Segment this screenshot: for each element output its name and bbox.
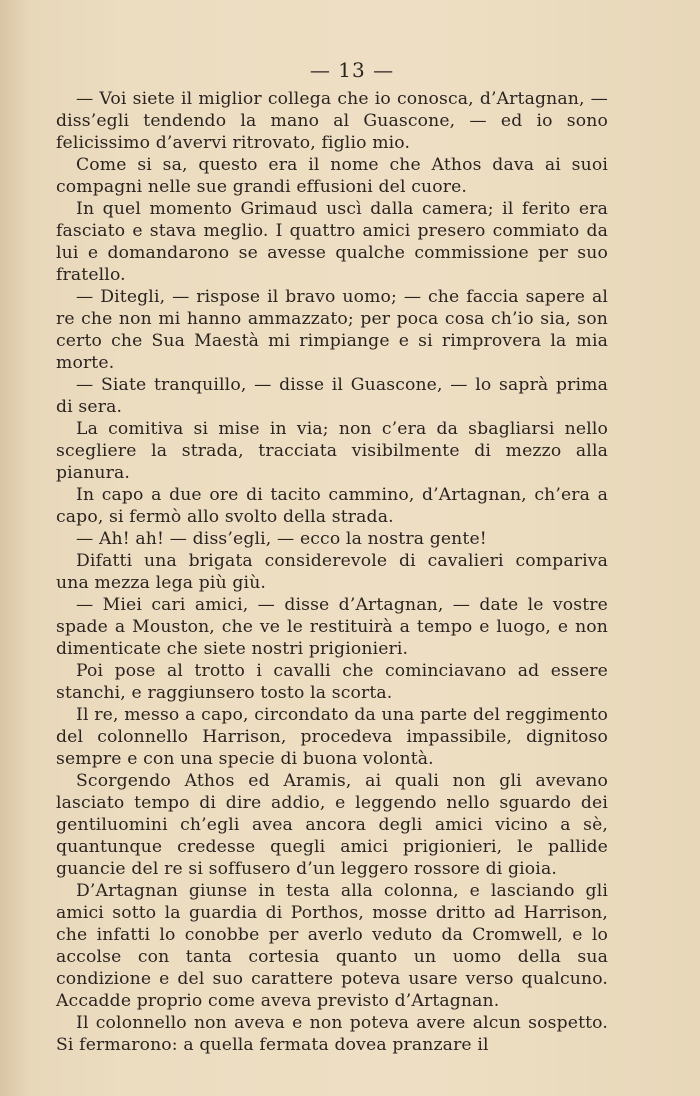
paragraph: — Siate tranquillo, — disse il Guascone, — lo saprà prima di sera.: [56, 375, 608, 417]
paragraph: In quel momento Grimaud uscì dalla camera; il ferito era fasciato e stava meglio. I quattro amici presero commiato da lui e domandarono se avesse qualche commissione per suo fratello.: [56, 199, 608, 285]
page-body: [56, 88, 608, 1056]
paragraph: Difatti una brigata considerevole di cavalieri compariva una mezza lega più giù.: [56, 551, 608, 593]
paragraph: D’Artagnan giunse in testa alla colonna, e lasciando gli amici sotto la guardia di Porthos, mosse dritto ad Harrison, che infatti lo conobbe per averlo veduto da Cromwell, e lo accolse con tanta cortesia quanto un uomo della sua condizione e del suo carattere poteva usare verso qualcuno. Accadde proprio come aveva previsto d’Artagnan.: [56, 881, 608, 1011]
paragraph: La comitiva si mise in via; non c’era da sbagliarsi nello scegliere la strada, tracciata visibilmente di mezzo alla pianura.: [56, 419, 608, 483]
paragraph: — Voi siete il miglior collega che io conosca, d’Artagnan, — diss’egli tendendo la mano al Guascone, — ed io sono felicissimo d’avervi ritrovato, figlio mio.: [56, 89, 608, 153]
paragraph: Il colonnello non aveva e non poteva avere alcun sospetto. Si fermarono: a quella fermata dovea pranzare il: [56, 1013, 608, 1055]
paragraph: Il re, messo a capo, circondato da una parte del reggimento del colonnello Harrison, procedeva impassibile, dignitoso sempre e con una specie di buona volontà.: [56, 705, 608, 769]
paragraph: Come si sa, questo era il nome che Athos dava ai suoi compagni nelle sue grandi effusioni del cuore.: [56, 155, 608, 197]
paragraph: — Miei cari amici, — disse d’Artagnan, — date le vostre spade a Mouston, che ve le restituirà a tempo e luogo, e non dimenticate che siete nostri prigionieri.: [56, 595, 608, 659]
paragraph: In capo a due ore di tacito cammino, d’Artagnan, ch’era a capo, si fermò allo svolto della strada.: [56, 485, 608, 527]
page-number: — 13 —: [309, 58, 395, 82]
paragraph: — Ah! ah! — diss’egli, — ecco la nostra gente!: [76, 529, 487, 549]
paragraph: Scorgendo Athos ed Aramis, ai quali non gli avevano lasciato tempo di dire addio, e leggendo nello sguardo dei gentiluomini ch’egli avea ancora degli amici vicino a sè, quantunque credesse quegli amici prigionieri, le pallide guancie del re si soffusero d’un leggero rossore di gioia.: [56, 771, 608, 879]
paragraph: Poi pose al trotto i cavalli che cominciavano ad essere stanchi, e raggiunsero tosto la scorta.: [56, 661, 608, 703]
paragraph: — Ditegli, — rispose il bravo uomo; — che faccia sapere al re che non mi hanno ammazzato; per poca cosa ch’io sia, son certo che Sua Maestà mi rimpiange e si rimprovera la mia morte.: [56, 287, 608, 373]
